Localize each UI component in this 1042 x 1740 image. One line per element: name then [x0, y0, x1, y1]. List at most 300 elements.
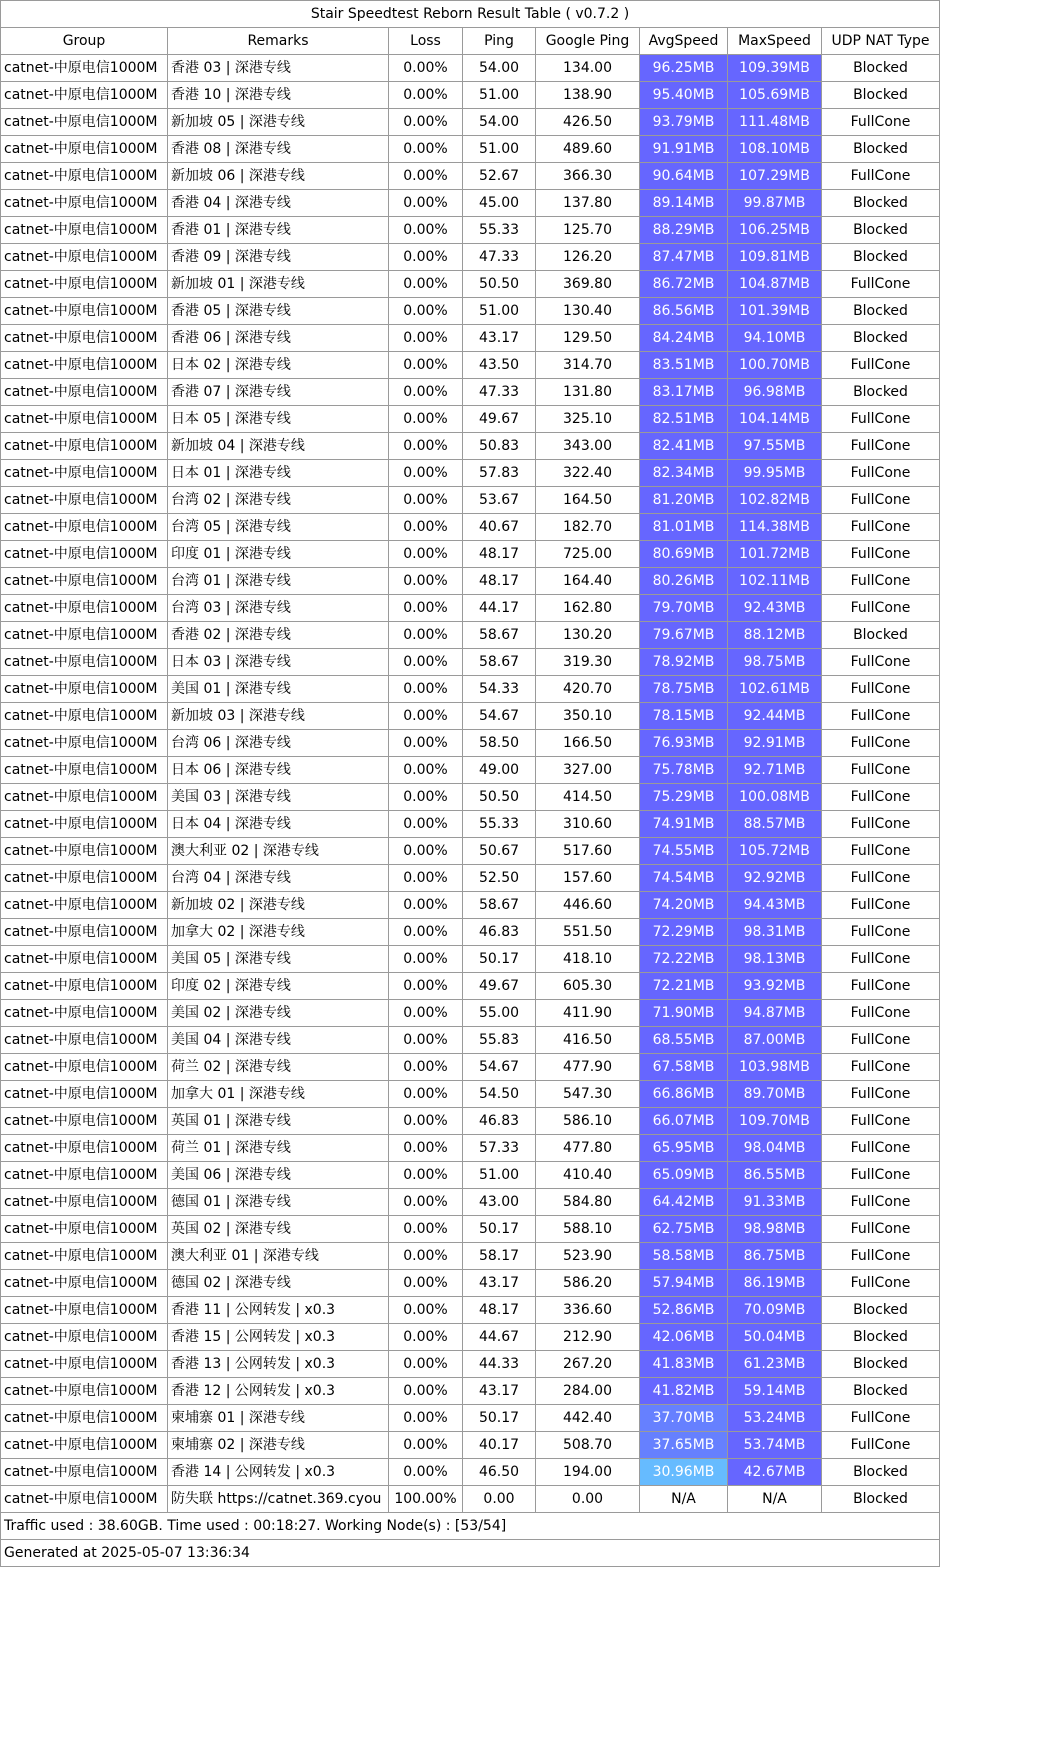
cell-remarks: 英国 02 | 深港专线 [168, 1216, 389, 1243]
cell-remarks: 日本 06 | 深港专线 [168, 757, 389, 784]
cell-udp-nat-type: FullCone [822, 946, 940, 973]
cell-avg-speed: 80.69MB [640, 541, 728, 568]
cell-avg-speed: 41.82MB [640, 1378, 728, 1405]
cell-max-speed: 101.72MB [728, 541, 822, 568]
cell-remarks: 英国 01 | 深港专线 [168, 1108, 389, 1135]
cell-max-speed: 87.00MB [728, 1027, 822, 1054]
cell-ping: 50.17 [463, 946, 536, 973]
cell-remarks: 香港 10 | 深港专线 [168, 82, 389, 109]
cell-max-speed: 97.55MB [728, 433, 822, 460]
cell-udp-nat-type: Blocked [822, 1324, 940, 1351]
cell-google-ping: 410.40 [536, 1162, 640, 1189]
cell-google-ping: 446.60 [536, 892, 640, 919]
cell-udp-nat-type: FullCone [822, 676, 940, 703]
cell-ping: 55.83 [463, 1027, 536, 1054]
cell-ping: 51.00 [463, 82, 536, 109]
cell-ping: 54.67 [463, 703, 536, 730]
cell-udp-nat-type: FullCone [822, 703, 940, 730]
cell-max-speed: 92.91MB [728, 730, 822, 757]
cell-udp-nat-type: Blocked [822, 1378, 940, 1405]
cell-avg-speed: 91.91MB [640, 136, 728, 163]
cell-avg-speed: 84.24MB [640, 325, 728, 352]
footer-traffic-row [1, 1513, 940, 1540]
table-row [1, 973, 940, 1000]
cell-max-speed: 42.67MB [728, 1459, 822, 1486]
cell-max-speed: 109.70MB [728, 1108, 822, 1135]
cell-loss: 0.00% [389, 838, 463, 865]
cell-remarks: 香港 12 | 公网转发 | x0.3 [168, 1378, 389, 1405]
cell-ping: 50.17 [463, 1216, 536, 1243]
cell-ping: 54.67 [463, 1054, 536, 1081]
cell-remarks: 香港 14 | 公网转发 | x0.3 [168, 1459, 389, 1486]
cell-udp-nat-type: FullCone [822, 1162, 940, 1189]
cell-ping: 43.50 [463, 352, 536, 379]
cell-max-speed: 59.14MB [728, 1378, 822, 1405]
cell-loss: 0.00% [389, 622, 463, 649]
cell-google-ping: 130.20 [536, 622, 640, 649]
cell-udp-nat-type: Blocked [822, 217, 940, 244]
cell-remarks: 荷兰 01 | 深港专线 [168, 1135, 389, 1162]
cell-group: catnet-中原电信1000M [1, 757, 168, 784]
cell-google-ping: 586.10 [536, 1108, 640, 1135]
table-row [1, 1162, 940, 1189]
cell-max-speed: 102.82MB [728, 487, 822, 514]
cell-udp-nat-type: FullCone [822, 865, 940, 892]
table-row [1, 352, 940, 379]
cell-avg-speed: 57.94MB [640, 1270, 728, 1297]
cell-ping: 44.17 [463, 595, 536, 622]
cell-group: catnet-中原电信1000M [1, 973, 168, 1000]
table-row [1, 595, 940, 622]
cell-ping: 48.17 [463, 541, 536, 568]
cell-loss: 0.00% [389, 190, 463, 217]
table-row [1, 838, 940, 865]
cell-google-ping: 137.80 [536, 190, 640, 217]
cell-max-speed: 109.81MB [728, 244, 822, 271]
cell-group: catnet-中原电信1000M [1, 514, 168, 541]
cell-avg-speed: 95.40MB [640, 82, 728, 109]
cell-ping: 50.50 [463, 271, 536, 298]
cell-loss: 0.00% [389, 1216, 463, 1243]
cell-loss: 0.00% [389, 1243, 463, 1270]
cell-udp-nat-type: FullCone [822, 1216, 940, 1243]
cell-udp-nat-type: FullCone [822, 109, 940, 136]
table-row [1, 433, 940, 460]
cell-ping: 49.00 [463, 757, 536, 784]
cell-avg-speed: 41.83MB [640, 1351, 728, 1378]
table-title: Stair Speedtest Reborn Result Table ( v0.7.2 ) [1, 1, 940, 28]
cell-udp-nat-type: FullCone [822, 433, 940, 460]
header-google-ping: Google Ping [536, 28, 640, 55]
cell-ping: 50.67 [463, 838, 536, 865]
cell-max-speed: 105.72MB [728, 838, 822, 865]
cell-loss: 0.00% [389, 865, 463, 892]
cell-remarks: 新加坡 05 | 深港专线 [168, 109, 389, 136]
cell-max-speed: 102.11MB [728, 568, 822, 595]
cell-ping: 53.67 [463, 487, 536, 514]
cell-group: catnet-中原电信1000M [1, 919, 168, 946]
table-row [1, 1189, 940, 1216]
cell-udp-nat-type: FullCone [822, 1135, 940, 1162]
cell-udp-nat-type: FullCone [822, 1405, 940, 1432]
cell-ping: 58.50 [463, 730, 536, 757]
cell-loss: 0.00% [389, 55, 463, 82]
cell-ping: 54.50 [463, 1081, 536, 1108]
cell-max-speed: 98.98MB [728, 1216, 822, 1243]
cell-max-speed: 104.87MB [728, 271, 822, 298]
cell-group: catnet-中原电信1000M [1, 1324, 168, 1351]
cell-group: catnet-中原电信1000M [1, 406, 168, 433]
cell-group: catnet-中原电信1000M [1, 433, 168, 460]
table-row [1, 1378, 940, 1405]
cell-group: catnet-中原电信1000M [1, 55, 168, 82]
cell-google-ping: 442.40 [536, 1405, 640, 1432]
cell-loss: 0.00% [389, 1189, 463, 1216]
cell-google-ping: 166.50 [536, 730, 640, 757]
cell-avg-speed: N/A [640, 1486, 728, 1513]
cell-loss: 0.00% [389, 217, 463, 244]
cell-loss: 0.00% [389, 1000, 463, 1027]
table-row [1, 784, 940, 811]
cell-google-ping: 129.50 [536, 325, 640, 352]
cell-google-ping: 523.90 [536, 1243, 640, 1270]
cell-remarks: 澳大利亚 02 | 深港专线 [168, 838, 389, 865]
cell-loss: 0.00% [389, 1351, 463, 1378]
cell-group: catnet-中原电信1000M [1, 217, 168, 244]
cell-group: catnet-中原电信1000M [1, 136, 168, 163]
cell-max-speed: 108.10MB [728, 136, 822, 163]
cell-ping: 50.50 [463, 784, 536, 811]
table-row [1, 1351, 940, 1378]
cell-remarks: 日本 05 | 深港专线 [168, 406, 389, 433]
cell-avg-speed: 76.93MB [640, 730, 728, 757]
cell-avg-speed: 81.01MB [640, 514, 728, 541]
cell-group: catnet-中原电信1000M [1, 622, 168, 649]
cell-remarks: 柬埔寨 02 | 深港专线 [168, 1432, 389, 1459]
cell-loss: 0.00% [389, 973, 463, 1000]
cell-remarks: 新加坡 06 | 深港专线 [168, 163, 389, 190]
cell-max-speed: 99.95MB [728, 460, 822, 487]
cell-ping: 58.67 [463, 622, 536, 649]
cell-avg-speed: 42.06MB [640, 1324, 728, 1351]
cell-loss: 0.00% [389, 676, 463, 703]
cell-group: catnet-中原电信1000M [1, 811, 168, 838]
cell-group: catnet-中原电信1000M [1, 1432, 168, 1459]
table-row [1, 811, 940, 838]
cell-max-speed: 53.74MB [728, 1432, 822, 1459]
cell-group: catnet-中原电信1000M [1, 487, 168, 514]
cell-max-speed: 86.19MB [728, 1270, 822, 1297]
cell-remarks: 美国 03 | 深港专线 [168, 784, 389, 811]
cell-avg-speed: 74.54MB [640, 865, 728, 892]
cell-avg-speed: 75.78MB [640, 757, 728, 784]
cell-ping: 44.33 [463, 1351, 536, 1378]
cell-ping: 49.67 [463, 406, 536, 433]
cell-ping: 43.17 [463, 325, 536, 352]
cell-remarks: 德国 02 | 深港专线 [168, 1270, 389, 1297]
cell-udp-nat-type: Blocked [822, 1459, 940, 1486]
cell-group: catnet-中原电信1000M [1, 1351, 168, 1378]
cell-avg-speed: 78.92MB [640, 649, 728, 676]
cell-ping: 45.00 [463, 190, 536, 217]
cell-group: catnet-中原电信1000M [1, 892, 168, 919]
cell-group: catnet-中原电信1000M [1, 703, 168, 730]
cell-udp-nat-type: FullCone [822, 973, 940, 1000]
cell-google-ping: 605.30 [536, 973, 640, 1000]
cell-loss: 0.00% [389, 1405, 463, 1432]
cell-loss: 0.00% [389, 325, 463, 352]
cell-remarks: 日本 04 | 深港专线 [168, 811, 389, 838]
cell-group: catnet-中原电信1000M [1, 244, 168, 271]
cell-loss: 0.00% [389, 82, 463, 109]
table-row [1, 541, 940, 568]
table-row [1, 271, 940, 298]
table-row [1, 55, 940, 82]
cell-google-ping: 350.10 [536, 703, 640, 730]
cell-max-speed: 94.87MB [728, 1000, 822, 1027]
cell-max-speed: 92.44MB [728, 703, 822, 730]
cell-loss: 0.00% [389, 1135, 463, 1162]
cell-max-speed: 89.70MB [728, 1081, 822, 1108]
table-row [1, 676, 940, 703]
cell-remarks: 澳大利亚 01 | 深港专线 [168, 1243, 389, 1270]
cell-loss: 0.00% [389, 109, 463, 136]
cell-google-ping: 517.60 [536, 838, 640, 865]
cell-google-ping: 477.80 [536, 1135, 640, 1162]
table-row [1, 487, 940, 514]
cell-avg-speed: 37.65MB [640, 1432, 728, 1459]
cell-ping: 58.67 [463, 892, 536, 919]
cell-max-speed: 100.70MB [728, 352, 822, 379]
cell-avg-speed: 37.70MB [640, 1405, 728, 1432]
cell-remarks: 台湾 01 | 深港专线 [168, 568, 389, 595]
cell-remarks: 加拿大 01 | 深港专线 [168, 1081, 389, 1108]
cell-ping: 54.00 [463, 55, 536, 82]
cell-google-ping: 162.80 [536, 595, 640, 622]
cell-group: catnet-中原电信1000M [1, 1081, 168, 1108]
title-row [1, 1, 940, 28]
cell-google-ping: 411.90 [536, 1000, 640, 1027]
cell-google-ping: 426.50 [536, 109, 640, 136]
cell-remarks: 美国 06 | 深港专线 [168, 1162, 389, 1189]
cell-ping: 57.33 [463, 1135, 536, 1162]
cell-group: catnet-中原电信1000M [1, 730, 168, 757]
table-row [1, 379, 940, 406]
cell-group: catnet-中原电信1000M [1, 1486, 168, 1513]
cell-udp-nat-type: FullCone [822, 730, 940, 757]
cell-google-ping: 130.40 [536, 298, 640, 325]
cell-google-ping: 508.70 [536, 1432, 640, 1459]
cell-group: catnet-中原电信1000M [1, 1459, 168, 1486]
cell-avg-speed: 71.90MB [640, 1000, 728, 1027]
cell-max-speed: 94.43MB [728, 892, 822, 919]
cell-loss: 0.00% [389, 406, 463, 433]
cell-google-ping: 725.00 [536, 541, 640, 568]
cell-avg-speed: 78.75MB [640, 676, 728, 703]
cell-loss: 0.00% [389, 1459, 463, 1486]
header-group: Group [1, 28, 168, 55]
cell-remarks: 防失联 https://catnet.369.cyou [168, 1486, 389, 1513]
cell-max-speed: 92.71MB [728, 757, 822, 784]
header-remarks: Remarks [168, 28, 389, 55]
cell-remarks: 台湾 04 | 深港专线 [168, 865, 389, 892]
header-udp-nat-type: UDP NAT Type [822, 28, 940, 55]
cell-avg-speed: 82.41MB [640, 433, 728, 460]
cell-max-speed: 111.48MB [728, 109, 822, 136]
cell-loss: 0.00% [389, 1054, 463, 1081]
cell-udp-nat-type: FullCone [822, 352, 940, 379]
table-row [1, 946, 940, 973]
cell-group: catnet-中原电信1000M [1, 460, 168, 487]
header-loss: Loss [389, 28, 463, 55]
cell-max-speed: 98.13MB [728, 946, 822, 973]
cell-udp-nat-type: FullCone [822, 1189, 940, 1216]
cell-udp-nat-type: Blocked [822, 1486, 940, 1513]
table-row [1, 82, 940, 109]
cell-group: catnet-中原电信1000M [1, 541, 168, 568]
cell-loss: 0.00% [389, 946, 463, 973]
cell-loss: 0.00% [389, 1378, 463, 1405]
table-row [1, 649, 940, 676]
cell-max-speed: 91.33MB [728, 1189, 822, 1216]
cell-ping: 52.50 [463, 865, 536, 892]
cell-remarks: 香港 11 | 公网转发 | x0.3 [168, 1297, 389, 1324]
cell-udp-nat-type: FullCone [822, 487, 940, 514]
cell-remarks: 香港 07 | 深港专线 [168, 379, 389, 406]
cell-loss: 0.00% [389, 298, 463, 325]
cell-google-ping: 164.50 [536, 487, 640, 514]
cell-ping: 0.00 [463, 1486, 536, 1513]
cell-group: catnet-中原电信1000M [1, 946, 168, 973]
cell-group: catnet-中原电信1000M [1, 784, 168, 811]
cell-udp-nat-type: Blocked [822, 298, 940, 325]
table-row [1, 1216, 940, 1243]
footer-generated: Generated at 2025-05-07 13:36:34 [1, 1540, 940, 1567]
cell-ping: 58.17 [463, 1243, 536, 1270]
cell-avg-speed: 87.47MB [640, 244, 728, 271]
cell-udp-nat-type: FullCone [822, 892, 940, 919]
cell-avg-speed: 58.58MB [640, 1243, 728, 1270]
cell-remarks: 印度 01 | 深港专线 [168, 541, 389, 568]
cell-max-speed: 100.08MB [728, 784, 822, 811]
cell-max-speed: 109.39MB [728, 55, 822, 82]
table-row [1, 1027, 940, 1054]
cell-google-ping: 343.00 [536, 433, 640, 460]
cell-avg-speed: 86.56MB [640, 298, 728, 325]
cell-avg-speed: 78.15MB [640, 703, 728, 730]
cell-loss: 0.00% [389, 352, 463, 379]
footer-generated-row [1, 1540, 940, 1567]
cell-ping: 47.33 [463, 379, 536, 406]
cell-udp-nat-type: FullCone [822, 1432, 940, 1459]
cell-group: catnet-中原电信1000M [1, 1189, 168, 1216]
cell-google-ping: 325.10 [536, 406, 640, 433]
cell-group: catnet-中原电信1000M [1, 82, 168, 109]
cell-udp-nat-type: Blocked [822, 244, 940, 271]
cell-remarks: 美国 05 | 深港专线 [168, 946, 389, 973]
cell-loss: 0.00% [389, 892, 463, 919]
cell-udp-nat-type: FullCone [822, 1081, 940, 1108]
cell-avg-speed: 65.09MB [640, 1162, 728, 1189]
table-row [1, 325, 940, 352]
cell-group: catnet-中原电信1000M [1, 190, 168, 217]
cell-google-ping: 551.50 [536, 919, 640, 946]
cell-remarks: 香港 02 | 深港专线 [168, 622, 389, 649]
cell-max-speed: 86.75MB [728, 1243, 822, 1270]
cell-google-ping: 319.30 [536, 649, 640, 676]
cell-remarks: 香港 06 | 深港专线 [168, 325, 389, 352]
cell-ping: 40.17 [463, 1432, 536, 1459]
cell-udp-nat-type: FullCone [822, 1243, 940, 1270]
table-row [1, 1243, 940, 1270]
cell-ping: 43.17 [463, 1378, 536, 1405]
cell-google-ping: 138.90 [536, 82, 640, 109]
table-row [1, 217, 940, 244]
cell-max-speed: 92.92MB [728, 865, 822, 892]
cell-avg-speed: 72.22MB [640, 946, 728, 973]
table-row [1, 1324, 940, 1351]
cell-loss: 0.00% [389, 703, 463, 730]
cell-group: catnet-中原电信1000M [1, 1108, 168, 1135]
cell-udp-nat-type: FullCone [822, 811, 940, 838]
cell-ping: 46.50 [463, 1459, 536, 1486]
cell-avg-speed: 66.07MB [640, 1108, 728, 1135]
cell-avg-speed: 74.55MB [640, 838, 728, 865]
cell-group: catnet-中原电信1000M [1, 1162, 168, 1189]
cell-remarks: 香港 08 | 深港专线 [168, 136, 389, 163]
cell-ping: 46.83 [463, 1108, 536, 1135]
cell-avg-speed: 83.17MB [640, 379, 728, 406]
cell-remarks: 日本 03 | 深港专线 [168, 649, 389, 676]
cell-avg-speed: 65.95MB [640, 1135, 728, 1162]
cell-udp-nat-type: FullCone [822, 541, 940, 568]
cell-remarks: 台湾 06 | 深港专线 [168, 730, 389, 757]
cell-loss: 0.00% [389, 460, 463, 487]
cell-loss: 0.00% [389, 1270, 463, 1297]
header-avg-speed: AvgSpeed [640, 28, 728, 55]
cell-ping: 55.33 [463, 217, 536, 244]
cell-avg-speed: 81.20MB [640, 487, 728, 514]
cell-avg-speed: 82.34MB [640, 460, 728, 487]
cell-max-speed: N/A [728, 1486, 822, 1513]
table-row [1, 919, 940, 946]
cell-google-ping: 418.10 [536, 946, 640, 973]
cell-group: catnet-中原电信1000M [1, 1135, 168, 1162]
cell-udp-nat-type: FullCone [822, 919, 940, 946]
cell-remarks: 新加坡 04 | 深港专线 [168, 433, 389, 460]
cell-remarks: 香港 15 | 公网转发 | x0.3 [168, 1324, 389, 1351]
cell-loss: 0.00% [389, 730, 463, 757]
cell-group: catnet-中原电信1000M [1, 298, 168, 325]
table-row [1, 1270, 940, 1297]
table-row [1, 703, 940, 730]
cell-remarks: 日本 01 | 深港专线 [168, 460, 389, 487]
cell-loss: 0.00% [389, 1162, 463, 1189]
cell-group: catnet-中原电信1000M [1, 676, 168, 703]
cell-max-speed: 50.04MB [728, 1324, 822, 1351]
cell-avg-speed: 74.20MB [640, 892, 728, 919]
cell-google-ping: 125.70 [536, 217, 640, 244]
table-row [1, 1054, 940, 1081]
cell-group: catnet-中原电信1000M [1, 1405, 168, 1432]
cell-loss: 0.00% [389, 379, 463, 406]
cell-ping: 46.83 [463, 919, 536, 946]
cell-group: catnet-中原电信1000M [1, 649, 168, 676]
cell-max-speed: 104.14MB [728, 406, 822, 433]
cell-loss: 0.00% [389, 541, 463, 568]
cell-max-speed: 102.61MB [728, 676, 822, 703]
cell-avg-speed: 83.51MB [640, 352, 728, 379]
